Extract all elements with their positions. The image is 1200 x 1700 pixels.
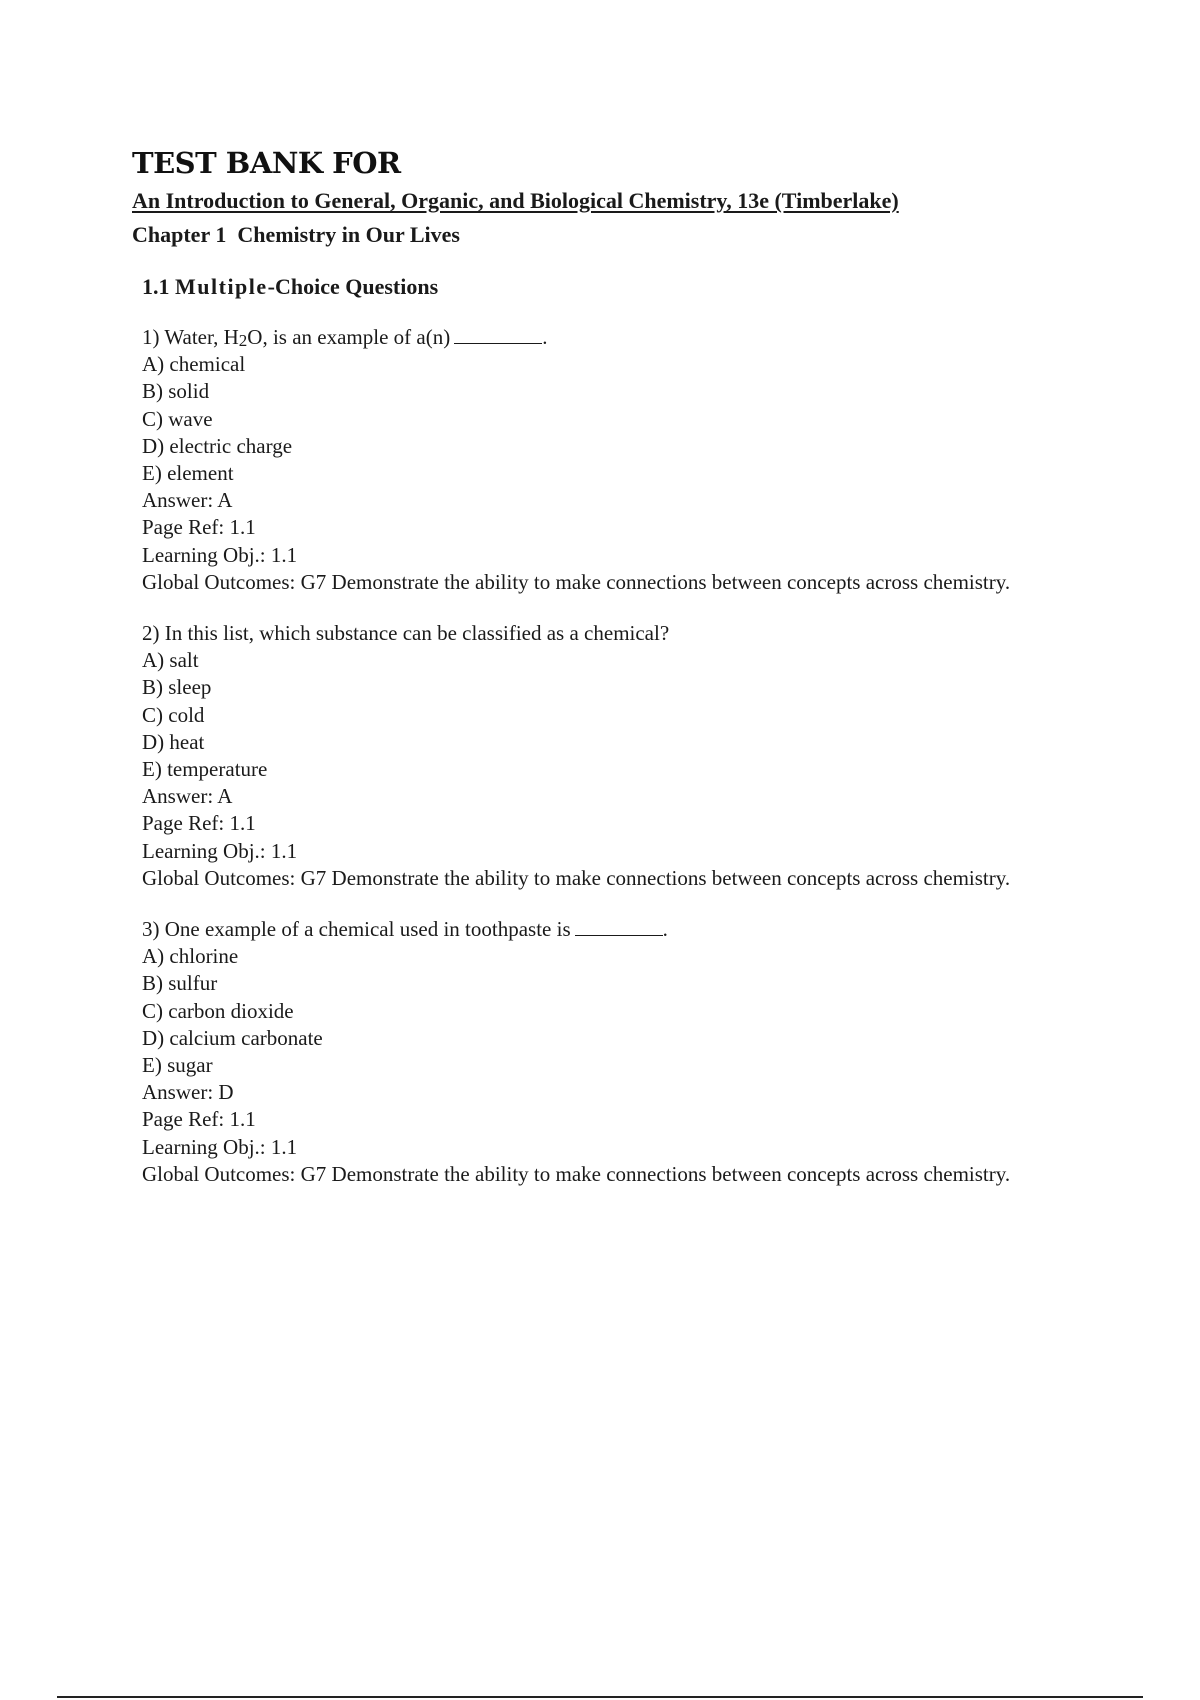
stem-text-end: O, is an example of a(n) bbox=[247, 325, 451, 349]
question-stem: 3) One example of a chemical used in toothpaste is . bbox=[142, 917, 668, 942]
global-outcomes: Global Outcomes: G7 Demonstrate the ability to make connections between concepts across chemistry. bbox=[142, 569, 1011, 594]
stem-text: 1) Water, H bbox=[142, 325, 239, 349]
option-a: A) chlorine bbox=[142, 944, 239, 969]
stem-text: 3) One example of a chemical used in toothpaste is bbox=[142, 917, 571, 942]
section-title-spaced: Multiple bbox=[175, 274, 268, 299]
question-3 bbox=[142, 916, 1032, 1188]
footer-divider bbox=[57, 1696, 1143, 1698]
answer-line: Answer: D bbox=[142, 1080, 234, 1105]
question-2 bbox=[142, 620, 1032, 892]
page-ref: Page Ref: 1.1 bbox=[142, 515, 256, 540]
option-a: A) chemical bbox=[142, 352, 246, 377]
section-title-rest: -Choice Questions bbox=[267, 274, 439, 299]
option-b: B) sleep bbox=[142, 675, 212, 700]
chapter-heading bbox=[132, 222, 1032, 248]
answer-blank bbox=[454, 326, 542, 344]
question-stem: 1) Water, $H_2O$, is an example of a(n) . bbox=[142, 325, 548, 350]
global-outcomes: Global Outcomes: G7 Demonstrate the ability to make connections between concepts across chemistry. bbox=[142, 865, 1011, 890]
option-d: D) heat bbox=[142, 729, 205, 754]
chapter-label: Chapter 1 bbox=[132, 222, 227, 247]
option-d: D) calcium carbonate bbox=[142, 1025, 323, 1050]
option-e: E) temperature bbox=[142, 757, 268, 782]
book-title: An Introduction to General, Organic, and Biological Chemistry, 13e (Timberlake) bbox=[132, 188, 899, 213]
document-title: TEST BANK FOR bbox=[132, 146, 401, 180]
option-d: D) electric charge bbox=[142, 433, 293, 458]
option-b: B) sulfur bbox=[142, 971, 218, 996]
answer-blank bbox=[575, 918, 663, 936]
option-b: B) solid bbox=[142, 379, 210, 404]
option-e: E) element bbox=[142, 461, 234, 486]
learning-objective: Learning Obj.: 1.1 bbox=[142, 1134, 298, 1159]
question-1 bbox=[142, 324, 1032, 596]
page-ref: Page Ref: 1.1 bbox=[142, 811, 256, 836]
answer-line: Answer: A bbox=[142, 784, 233, 809]
learning-objective: Learning Obj.: 1.1 bbox=[142, 838, 298, 863]
option-c: C) wave bbox=[142, 406, 213, 431]
answer-line: Answer: A bbox=[142, 488, 233, 513]
section-number: 1.1 bbox=[142, 274, 170, 299]
option-e: E) sugar bbox=[142, 1053, 213, 1078]
learning-objective: Learning Obj.: 1.1 bbox=[142, 542, 298, 567]
global-outcomes: Global Outcomes: G7 Demonstrate the ability to make connections between concepts across chemistry. bbox=[142, 1161, 1011, 1186]
chapter-name: Chemistry in Our Lives bbox=[237, 222, 460, 247]
question-stem: 2) In this list, which substance can be classified as a chemical? bbox=[142, 621, 670, 646]
option-c: C) carbon dioxide bbox=[142, 998, 294, 1023]
section-heading bbox=[142, 274, 1032, 300]
option-c: C) cold bbox=[142, 702, 205, 727]
option-a: A) salt bbox=[142, 648, 199, 673]
document-page bbox=[132, 146, 1032, 1188]
stem-subscript: 2 bbox=[238, 331, 248, 350]
page-ref: Page Ref: 1.1 bbox=[142, 1107, 256, 1132]
